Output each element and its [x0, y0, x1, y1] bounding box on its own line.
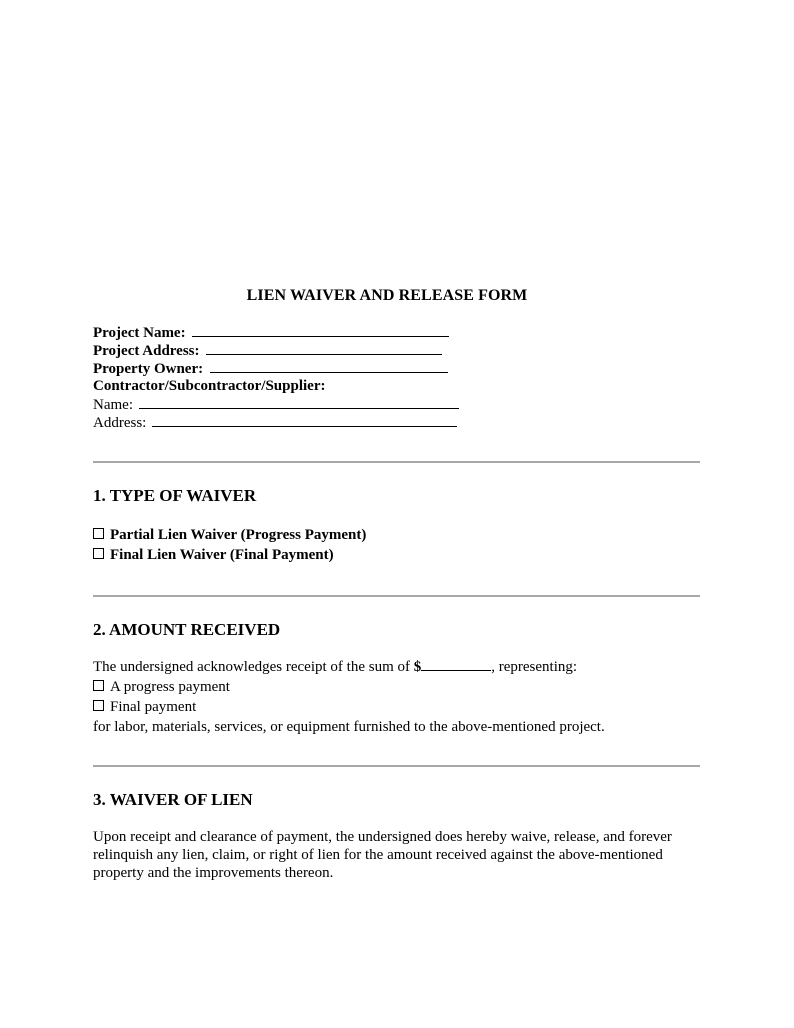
final-waiver-label: Final Lien Waiver (Final Payment) [110, 547, 334, 563]
project-address-row [93, 341, 459, 359]
divider-2 [93, 595, 700, 597]
amount-closing-text: for labor, materials, services, or equipment furnished to the above-mentioned project. [93, 719, 605, 735]
project-name-field[interactable] [192, 323, 449, 337]
final-payment-checkbox[interactable] [93, 700, 104, 711]
address-field[interactable] [152, 413, 457, 427]
project-address-label: Project Address: [93, 343, 200, 359]
section-1-heading: 1. TYPE OF WAIVER [93, 486, 257, 505]
final-waiver-checkbox[interactable] [93, 548, 104, 559]
form-title: LIEN WAIVER AND RELEASE FORM [246, 287, 528, 304]
waiver-type-options [93, 525, 366, 565]
project-info [93, 323, 459, 431]
partial-waiver-option[interactable] [93, 525, 366, 545]
project-name-label: Project Name: [93, 325, 186, 341]
contractor-label: Contractor/Subcontractor/Supplier: [93, 378, 326, 394]
property-owner-label: Property Owner: [93, 361, 204, 377]
amount-line [93, 657, 605, 677]
divider-3 [93, 765, 700, 767]
project-name-row [93, 323, 459, 341]
partial-waiver-label: Partial Lien Waiver (Progress Payment) [110, 527, 367, 543]
waiver-paragraph-line: Upon receipt and clearance of payment, the undersigned does hereby waive, release, and forever [93, 829, 672, 845]
name-label: Name: [93, 397, 133, 413]
partial-waiver-checkbox[interactable] [93, 528, 104, 539]
amount-after-text: , representing: [491, 659, 578, 675]
property-owner-field[interactable] [210, 359, 448, 373]
progress-payment-checkbox[interactable] [93, 680, 104, 691]
final-payment-label: Final payment [110, 699, 197, 715]
section-3-heading: 3. WAIVER OF LIEN [93, 790, 253, 809]
name-field[interactable] [139, 395, 459, 409]
address-label: Address: [93, 415, 147, 431]
name-row [93, 395, 459, 413]
amount-intro-text: The undersigned acknowledges receipt of the sum of [93, 659, 414, 675]
waiver-paragraph [93, 828, 703, 882]
address-row [93, 413, 459, 431]
property-owner-row [93, 359, 459, 377]
amount-received-block [93, 657, 605, 737]
waiver-paragraph-line: property and the improvements thereon. [93, 865, 334, 881]
final-payment-option[interactable] [93, 697, 605, 717]
contractor-row [93, 377, 459, 395]
final-waiver-option[interactable] [93, 545, 366, 565]
amount-field[interactable] [421, 657, 491, 671]
divider-1 [93, 461, 700, 463]
project-address-field[interactable] [206, 341, 442, 355]
section-2-heading: 2. AMOUNT RECEIVED [93, 620, 281, 639]
progress-payment-label: A progress payment [110, 679, 230, 695]
progress-payment-option[interactable] [93, 677, 605, 697]
currency-symbol: $ [413, 659, 422, 675]
waiver-paragraph-line: relinquish any lien, claim, or right of lien for the amount received against the above-mentioned [93, 847, 663, 863]
